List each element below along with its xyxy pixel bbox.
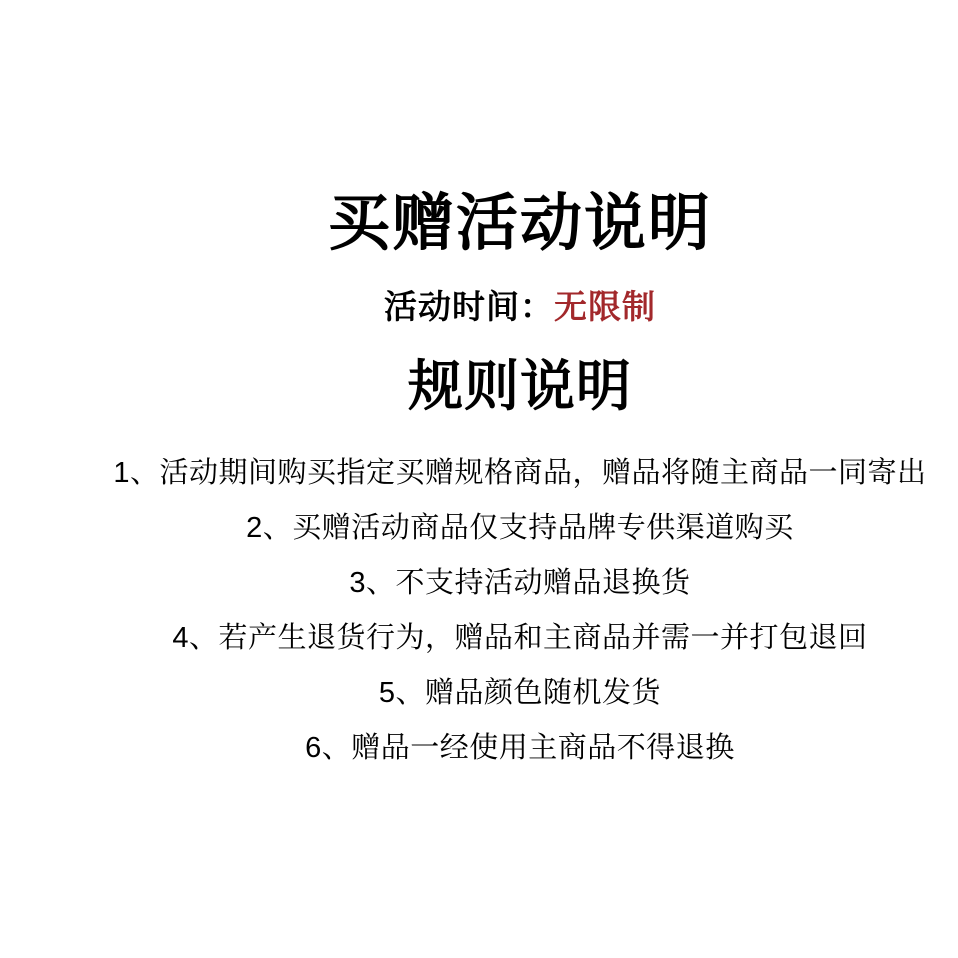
activity-time-value: 无限制	[554, 288, 656, 325]
rule-item-2: 2、买赠活动商品仅支持品牌专供渠道购买	[246, 512, 794, 544]
rule-item-5: 5、赠品颜色随机发货	[378, 677, 662, 709]
page-title: 买赠活动说明	[327, 189, 712, 258]
rule-item-4: 4、若产生退货行为，赠品和主商品并需一并打包退回	[172, 622, 868, 654]
rule-item-3: 3、不支持活动赠品退换货	[349, 567, 691, 599]
rules-heading: 规则说明	[407, 355, 632, 417]
rule-item-6: 6、赠品一经使用主商品不得退换	[305, 732, 735, 764]
activity-time-label: 活动时间：	[384, 288, 554, 325]
rules-list	[82, 446, 958, 776]
rule-item-1: 1、活动期间购买指定买赠规格商品，赠品将随主商品一同寄出	[113, 457, 927, 489]
activity-time-row	[82, 288, 958, 326]
